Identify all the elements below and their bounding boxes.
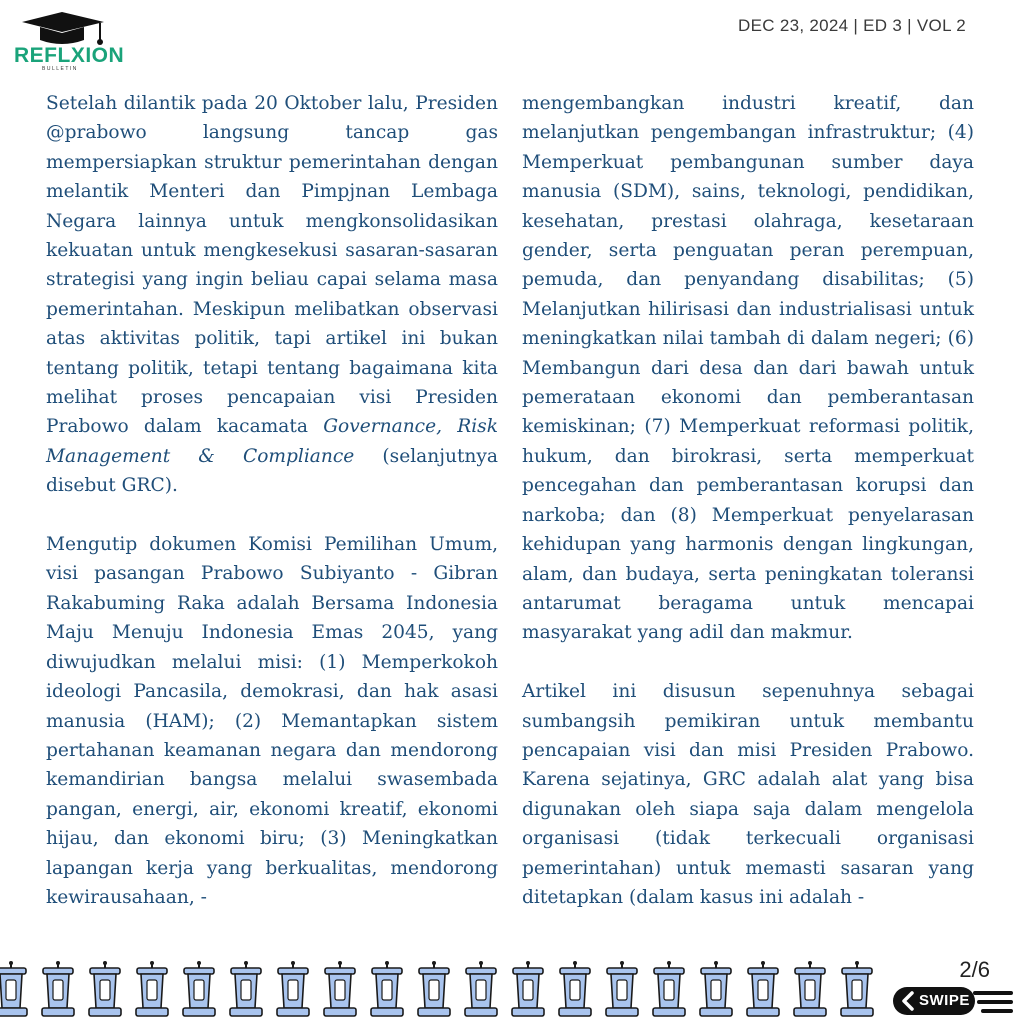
article-column-left [46,89,498,912]
paragraph: Artikel ini disusun sepenuhnya sebagai sumbangsih pemikiran untuk membantu pencapaian visi dan misi Presiden Prabowo. Karena sejatinya, GRC adalah alat yang bisa digunakan oleh siapa saja dalam mengelola organisasi (tidak terkecuali organisasi pemerintahan) untuk memasti sasaran yang ditetapkan (dalam kasus ini adalah - [522,681,974,908]
podium-icon [791,960,829,1020]
chevron-left-icon [899,991,917,1011]
article-column-right [522,89,974,912]
paragraph: Setelah dilantik pada 20 Oktober lalu, Presiden @prabowo langsung tancap gas mempersiapkan struktur pemerintahan dengan melantik Menteri dan Pimpjnan Lembaga Negara lainnya untuk mengkonsolidasikan kekuatan untuk mengkesekusi sasaran-sasaran strategisi yang ingin beliau capai selama masa pemerintahan. Meskipun melibatkan observasi atas aktivitas politik, tapi artikel ini bukan tentang politik, tetapi tentang bagaimana kita melihat proses pencapaian visi Presiden Prabowo dalam kacamata Governance, Risk Management & Compliance (selanjutnya disebut GRC). [46,93,499,497]
podium-icon [321,960,359,1020]
podium-decoration-row [0,960,900,1022]
swipe-label: SWIPE [919,992,970,1009]
brand-subtitle: BULLETIN [42,66,78,72]
podium-icon [86,960,124,1020]
podium-icon [509,960,547,1020]
swipe-button[interactable] [893,987,1015,1017]
podium-icon [227,960,265,1020]
podium-icon [744,960,782,1020]
podium-icon [133,960,171,1020]
paragraph: Mengutip dokumen Komisi Pemilihan Umum, visi pasangan Prabowo Subiyanto - Gibran Rakabuming Raka adalah Bersama Indonesia Maju Menuju Indonesia Emas 2045, yang diwujudkan melalui misi: (1) Memperkokoh ideologi Pancasila, demokrasi, dan hak asasi manusia (HAM); (2) Memantapkan sistem pertahanan keamanan negara dan mendorong kemandirian bangsa melalui swasembada pangan, energi, air, ekonomi kreatif, ekonomi hijau, dan ekonomi biru; (3) Meningkatkan lapangan kerja yang berkualitas, mendorong kewirausahaan, - [46,534,498,908]
page-number: 2/6 [959,957,990,982]
paragraph: mengembangkan industri kreatif, dan melanjutkan pengembangan infrastruktur; (4) Memperkuat pembangunan sumber daya manusia (SDM), sains, teknologi, pendidikan, kesehatan, prestasi olahraga, kesetaraan gender, serta penguatan peran perempuan, pemuda, dan penyandang disabilitas; (5) Melanjutkan hilirisasi dan industrialisasi untuk meningkatkan nilai tambah di dalam negeri; (6) Membangun dari desa dan dari bawah untuk pemerataan ekonomi dan pemberantasan kemiskinan; (7) Memperkuat reformasi politik, hukum, dan birokrasi, serta memperkuat pencegahan dan pemberantasan korupsi dan narkoba; dan (8) Memperkuat penyelarasan kehidupan yang harmonis dengan lingkungan, alam, dan budaya, serta peningkatan toleransi antarumat beragama untuk mencapai masyarakat yang adil dan makmur. [522,93,974,644]
podium-icon [462,960,500,1020]
podium-icon [274,960,312,1020]
podium-icon [180,960,218,1020]
podium-icon [415,960,453,1020]
podium-icon [603,960,641,1020]
menu-lines-icon [973,989,1015,1015]
podium-icon [39,960,77,1020]
podium-icon [368,960,406,1020]
edition-info: DEC 23, 2024 | ED 3 | VOL 2 [738,16,966,35]
podium-icon [0,960,30,1020]
podium-icon [838,960,876,1020]
podium-icon [697,960,735,1020]
podium-icon [556,960,594,1020]
brand-name: REFLXION [14,44,125,67]
podium-icon [650,960,688,1020]
